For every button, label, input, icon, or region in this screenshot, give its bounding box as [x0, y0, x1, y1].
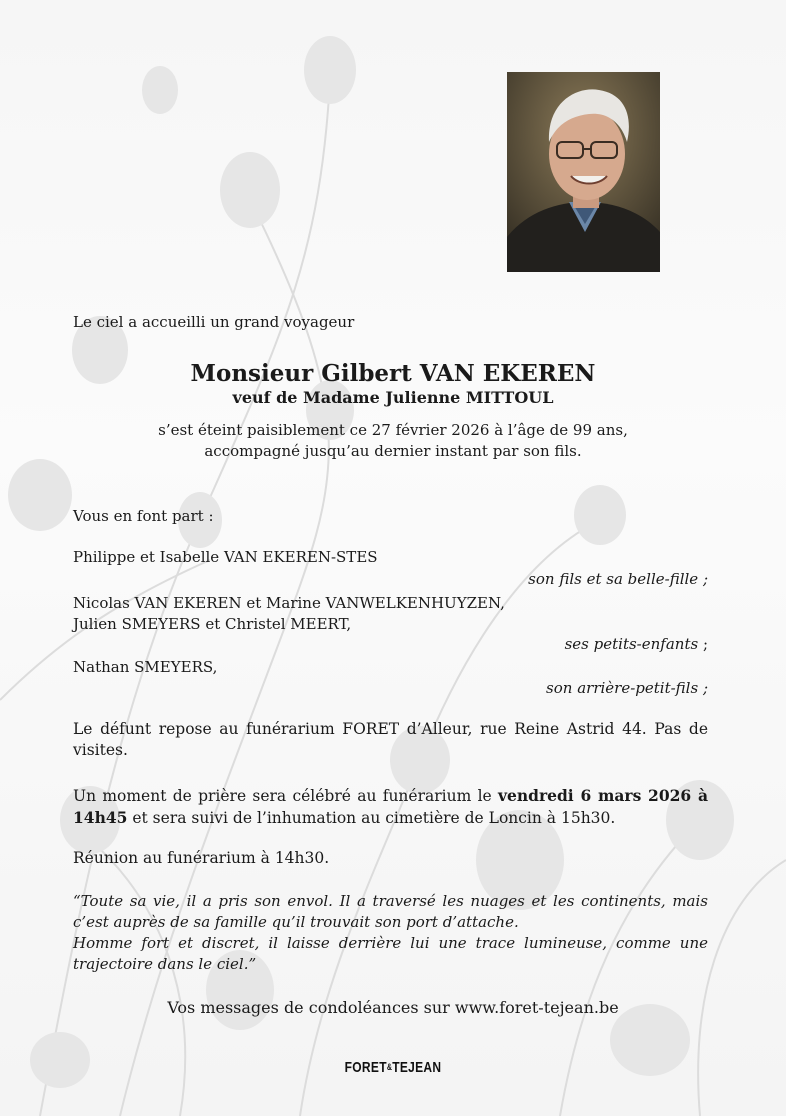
logo-ampersand: &: [386, 1063, 393, 1073]
funeral-home-logo: [0, 1058, 786, 1076]
memorial-quote: [73, 891, 708, 975]
condolences-line: Vos messages de condoléances sur www.foret-tejean.be: [167, 998, 619, 1017]
family-announce-heading: Vous en font part :: [73, 507, 214, 525]
family-relation-2-text: ses petits-enfants: [564, 635, 699, 653]
prayer-text-after: et sera suivi de l’inhumation au cimetière de Loncin à 15h30.: [127, 809, 616, 827]
prayer-paragraph: [73, 785, 708, 829]
prayer-date-time: vendredi 6 mars 2026 à 14h45: [73, 786, 708, 827]
family-member-2: Nicolas VAN EKEREN et Marine VANWELKENHUYZEN,: [73, 594, 505, 612]
family-member-1: Philippe et Isabelle VAN EKEREN-STES: [73, 548, 378, 566]
prayer-text-before: Un moment de prière sera célébré au funérarium le: [73, 787, 498, 805]
widow-of-line: veuf de Madame Julienne MITTOUL: [232, 388, 554, 407]
death-announcement-line-1: s’est éteint paisiblement ce 27 février 2026 à l’âge de 99 ans,: [158, 421, 628, 439]
rest-location-paragraph: Le défunt repose au funérarium FORET d’Alleur, rue Reine Astrid 44. Pas de visites.: [73, 720, 708, 759]
family-member-3: Julien SMEYERS et Christel MEERT,: [73, 615, 352, 633]
family-member-4: Nathan SMEYERS,: [73, 658, 218, 676]
deceased-name: Monsieur Gilbert VAN EKEREN: [190, 360, 596, 387]
portrait-photo: [507, 72, 660, 272]
intro-line: Le ciel a accueilli un grand voyageur: [73, 313, 355, 331]
death-announcement-line-2: accompagné jusqu’au dernier instant par son fils.: [204, 442, 582, 460]
family-relation-2-suffix: ;: [698, 635, 708, 653]
family-relation-2: [565, 634, 708, 654]
family-relation-1: son fils et sa belle-fille ;: [528, 570, 708, 588]
logo-text-right: TEJEAN: [392, 1058, 442, 1076]
reunion-paragraph: Réunion au funérarium à 14h30.: [73, 849, 330, 867]
quote-line-1: “Toute sa vie, il a pris son envol. Il a traversé les nuages et les continents, mais c’est auprès de sa famille qu’il trouvait son port d’attache.: [73, 892, 708, 931]
quote-line-2: Homme fort et discret, il laisse derrière lui une trace lumineuse, comme une trajectoire dans le ciel.”: [73, 934, 708, 973]
family-relation-3: son arrière-petit-fils ;: [546, 679, 708, 697]
logo-text-left: FORET: [344, 1058, 387, 1076]
